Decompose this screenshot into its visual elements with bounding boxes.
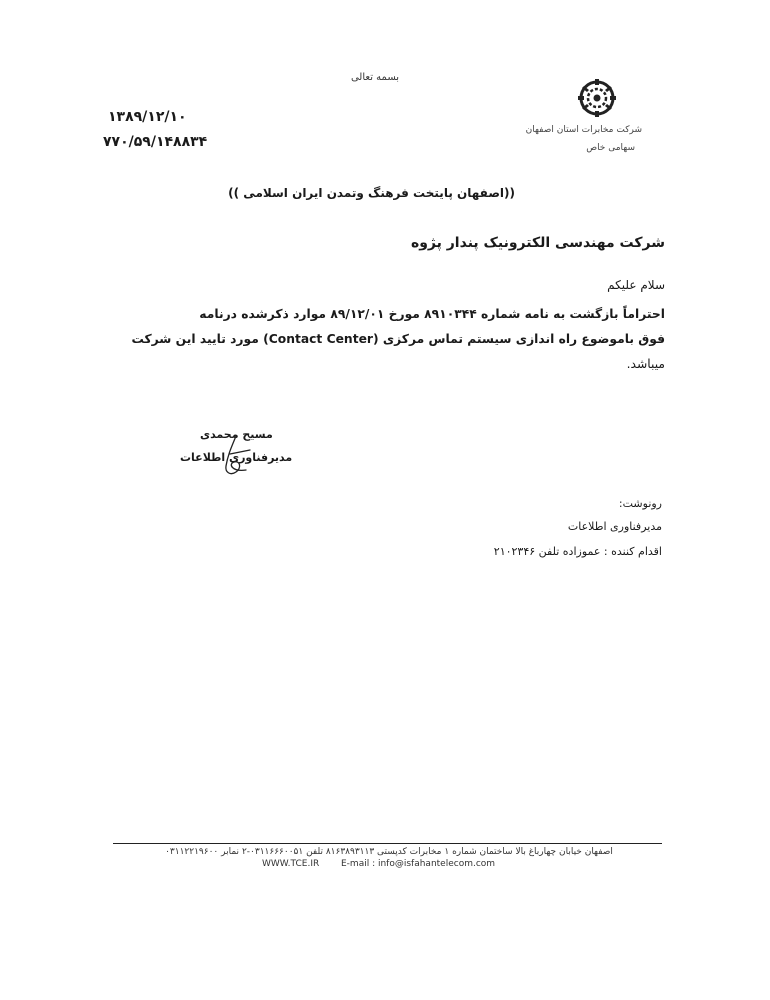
handwritten-signature xyxy=(206,432,266,480)
action-officer: اقدام کننده : عموزاده تلفن ۲۱۰۲۳۴۶ xyxy=(493,545,662,558)
company-name: شرکت مخابرات استان اصفهان xyxy=(525,125,642,135)
signatory-name: مسیح محمدی xyxy=(200,428,273,441)
greeting: سلام علیکم xyxy=(607,278,665,292)
company-logo-icon xyxy=(572,78,622,118)
footer-website: WWW.TCE.IR xyxy=(262,859,320,869)
signatory-title: مدیرفناوری اطلاعات xyxy=(180,451,293,464)
slogan: ((اصفهان پایتخت فرهنگ وتمدن ایران اسلامی )) xyxy=(228,186,515,200)
letter-date: ۱۳۸۹/۱۲/۱۰ xyxy=(108,109,187,125)
cc-recipient: مدیرفناوری اطلاعات xyxy=(567,520,662,533)
footer-address: اصفهان خیابان چهارباغ بالا ساختمان شماره ۱ مخابرات کدپستی ۸۱۶۳۸۹۳۱۱۳ تلفن ۰۳۱۱۶۶۶۰۰۵۱-۲ نمابر ۰۳۱۱۲۲۱۹۶۰۰ xyxy=(165,847,613,857)
letter-number: ۷۷۰/۵۹/۱۴۸۸۳۴ xyxy=(103,134,208,150)
invocation-text: بسمه تعالی xyxy=(350,72,400,83)
body-line-3: میباشد. xyxy=(626,357,665,371)
body-line-2: فوق باموضوع راه اندازی سیستم تماس مرکزی (Contact Center) مورد تایید این شرکت xyxy=(131,332,665,346)
cc-label: رونوشت: xyxy=(618,497,662,510)
footer-email: E-mail : info@isfahantelecom.com xyxy=(341,859,496,869)
company-type: سهامی خاص xyxy=(586,143,635,153)
recipient: شرکت مهندسی الکترونیک پندار پژوه xyxy=(410,235,665,251)
body-line-1: احتراماً بازگشت به نامه شماره ۸۹۱۰۳۴۴ مورخ ۸۹/۱۲/۰۱ موارد ذکرشده درنامه xyxy=(199,307,665,321)
footer-divider xyxy=(113,843,662,844)
